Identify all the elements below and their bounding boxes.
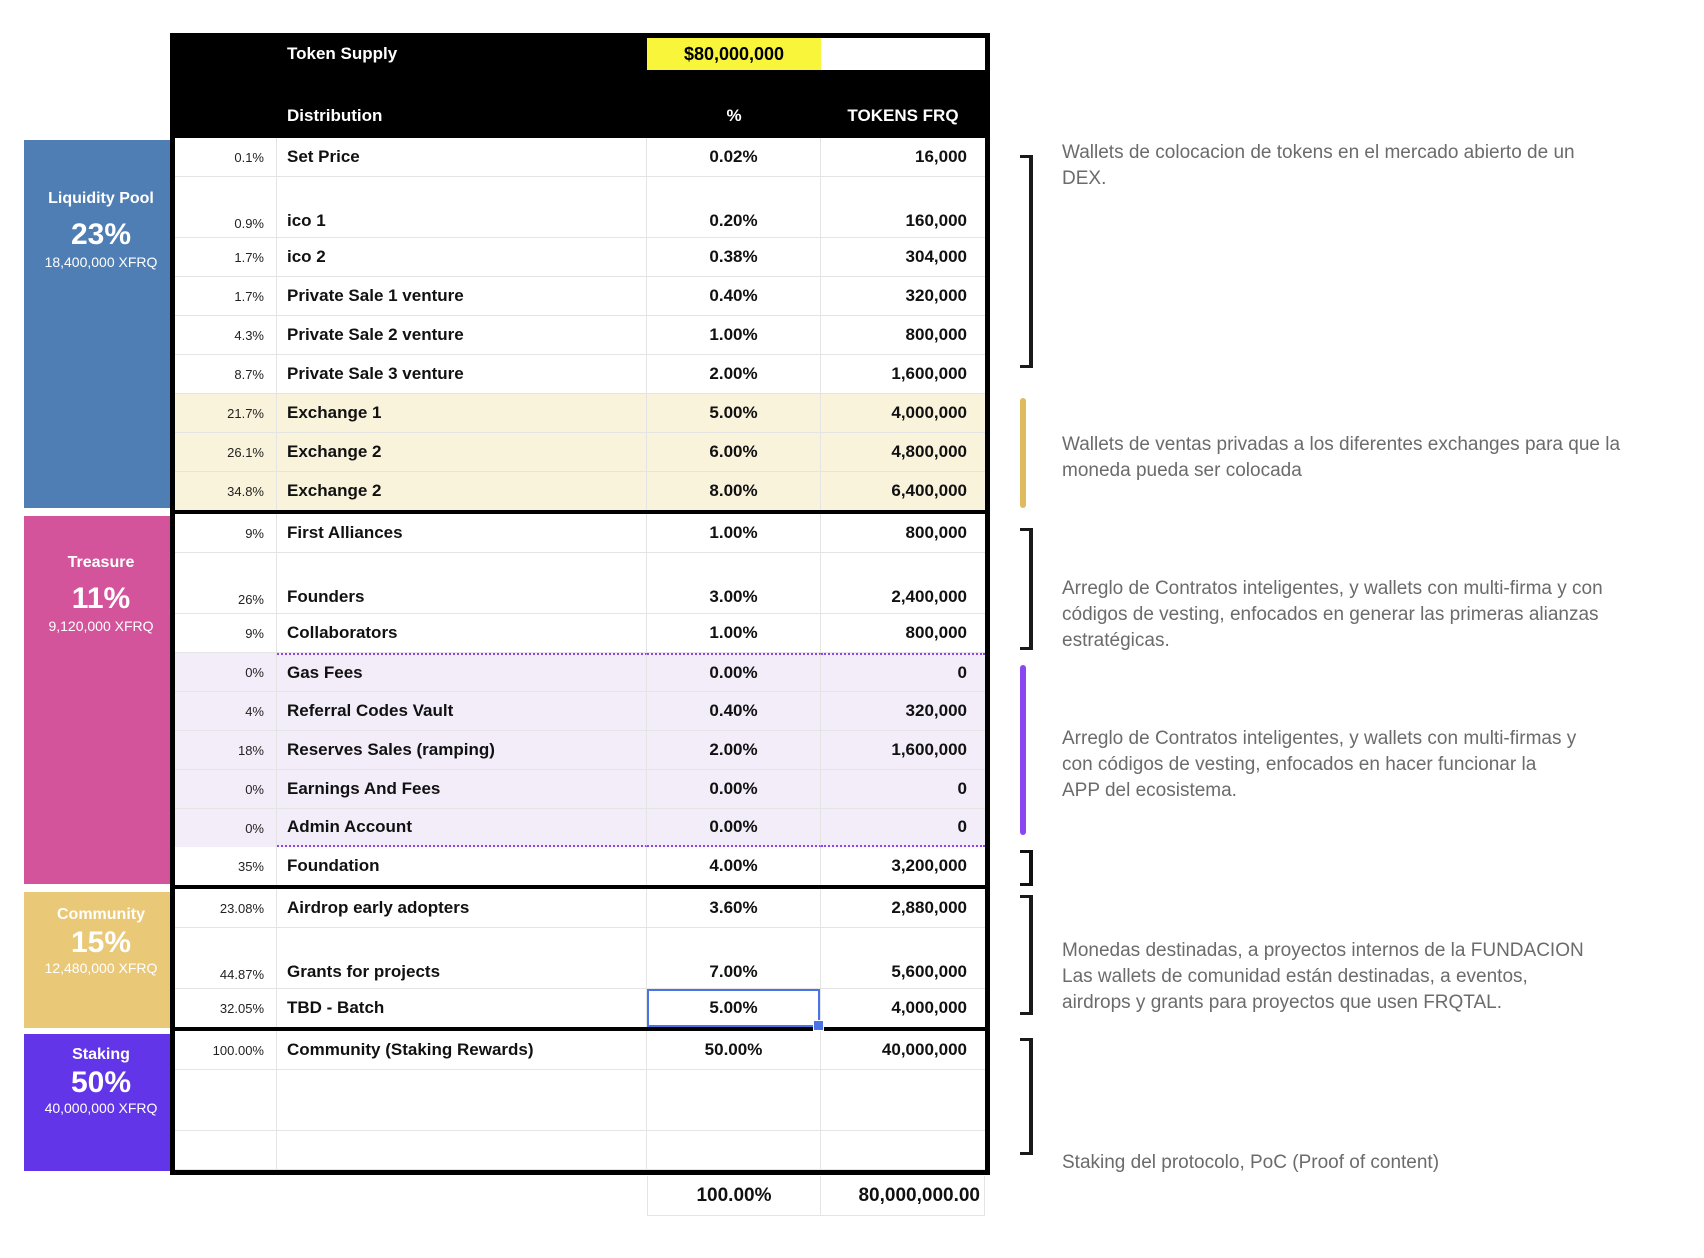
cell-alloc-percent[interactable]: 21.7%: [175, 394, 277, 432]
cell-alloc-percent[interactable]: 0.1%: [175, 138, 277, 176]
selected-cell[interactable]: 5.00%: [647, 989, 821, 1027]
table-row-first-alliances: [175, 514, 985, 553]
cell-tokens[interactable]: 800,000: [905, 623, 967, 642]
table-row-tbd-batch: [175, 989, 985, 1031]
header-alloc-cell[interactable]: [175, 126, 277, 138]
cell-percent[interactable]: [647, 1131, 821, 1169]
cell-alloc-percent[interactable]: 32.05%: [175, 989, 277, 1027]
cell-distribution[interactable]: Airdrop early adopters: [277, 889, 647, 927]
cell-alloc-percent[interactable]: 9%: [175, 514, 277, 552]
allocation-block-staking: [24, 1034, 178, 1171]
spreadsheet: [170, 33, 990, 1175]
cell-percent[interactable]: 0.00%: [647, 770, 821, 808]
totals-row: [175, 1176, 985, 1216]
cell-distribution[interactable]: ico 2: [277, 238, 647, 276]
cell-percent[interactable]: 0.40%: [647, 277, 821, 315]
cell-alloc-percent[interactable]: 8.7%: [175, 355, 277, 393]
cell-distribution[interactable]: Exchange 2: [277, 433, 647, 471]
cell-distribution[interactable]: Gas Fees: [277, 653, 647, 691]
table-row-reserves-sales-ramping-: [175, 731, 985, 770]
annotation-0: [1062, 140, 1607, 192]
cell-percent[interactable]: 0.20%: [647, 177, 821, 237]
cell-alloc-percent[interactable]: 44.87%: [175, 928, 277, 988]
bracket-0: [1020, 155, 1033, 368]
block-tokens: 40,000,000 XFRQ: [44, 1100, 158, 1116]
table-row-referral-codes-vault: [175, 692, 985, 731]
cell-tokens[interactable]: 0: [957, 779, 967, 798]
block-percent: 11%: [71, 582, 131, 615]
cell-percent[interactable]: 0.00%: [647, 809, 821, 847]
cell-percent[interactable]: 2.00%: [647, 355, 821, 393]
cell-percent[interactable]: 50.00%: [647, 1031, 821, 1069]
cell-distribution[interactable]: Private Sale 3 venture: [277, 355, 647, 393]
cell-tokens[interactable]: 4,000,000: [891, 403, 967, 422]
cell-tokens[interactable]: 1,600,000: [891, 740, 967, 759]
cell-distribution[interactable]: [277, 1070, 647, 1130]
cell-tokens[interactable]: 2,400,000: [891, 587, 967, 606]
table-row-community-staking-rewards-: [175, 1031, 985, 1070]
cell-percent[interactable]: 2.00%: [647, 731, 821, 769]
annotation-4: [1062, 938, 1597, 1016]
cell-tokens[interactable]: 320,000: [905, 701, 967, 720]
annotations: [1020, 0, 1704, 1258]
table-row-set-price: [175, 138, 985, 177]
table-row-exchange-2: [175, 433, 985, 472]
annotation-paragraph: Las wallets de comunidad están destinadas, a eventos, airdrops y grants para proyectos que usen FRQTAL.: [1062, 966, 1528, 1013]
bracket-4: [1020, 895, 1033, 1015]
allocation-block-treasure: [24, 516, 178, 884]
cell-distribution[interactable]: Founders: [277, 553, 647, 613]
table-row-ico-2: [175, 238, 985, 277]
cell-alloc-percent[interactable]: 1.7%: [175, 238, 277, 276]
bracket-5: [1020, 1038, 1033, 1155]
cell-alloc-percent[interactable]: 26.1%: [175, 433, 277, 471]
table-row-private-sale-2-venture: [175, 316, 985, 355]
bracket-3: [1020, 665, 1026, 835]
column-header-row: [175, 70, 985, 138]
cell-distribution[interactable]: ico 1: [277, 177, 647, 237]
total-percent-cell[interactable]: 100.00%: [647, 1176, 821, 1216]
cell-percent[interactable]: 6.00%: [647, 433, 821, 471]
cell-percent[interactable]: 7.00%: [647, 928, 821, 988]
cell-percent[interactable]: 8.00%: [647, 472, 821, 510]
table-row-collaborators: [175, 614, 985, 653]
cell-tokens[interactable]: 0: [821, 653, 985, 691]
cell-tokens[interactable]: 304,000: [905, 247, 967, 266]
table-row-foundation: [175, 847, 985, 889]
cell-alloc-percent[interactable]: 4.3%: [175, 316, 277, 354]
cell-distribution[interactable]: [277, 1131, 647, 1169]
block-title: Liquidity Pool: [48, 190, 154, 207]
cell-tokens[interactable]: 800,000: [905, 325, 967, 344]
annotation-paragraph: Wallets de ventas privadas a los diferentes exchanges para que la moneda pueda ser colocada: [1062, 434, 1621, 481]
cell-percent[interactable]: 0.00%: [647, 653, 821, 691]
cell-percent[interactable]: 0.38%: [647, 238, 821, 276]
annotation-1: [1062, 432, 1627, 484]
cell-tokens[interactable]: 320,000: [905, 286, 967, 305]
cell-distribution[interactable]: Private Sale 1 venture: [277, 277, 647, 315]
cell-alloc-percent[interactable]: 26%: [175, 553, 277, 613]
block-percent: 23%: [70, 218, 132, 251]
cell-tokens[interactable]: [821, 1131, 985, 1169]
cell-distribution[interactable]: Foundation: [277, 847, 647, 885]
cell-distribution[interactable]: Collaborators: [277, 614, 647, 652]
block-percent: 50%: [70, 1066, 132, 1099]
cell-distribution[interactable]: TBD - Batch: [277, 989, 647, 1027]
cell-percent[interactable]: 3.60%: [647, 889, 821, 927]
cell-distribution[interactable]: Community (Staking Rewards): [277, 1031, 647, 1069]
cell-tokens[interactable]: 0: [821, 809, 985, 847]
token-supply-label: Token Supply: [287, 44, 398, 63]
annotation-paragraph: Wallets de colocacion de tokens en el mercado abierto de un DEX.: [1062, 142, 1575, 189]
cell-tokens[interactable]: 1,600,000: [891, 364, 967, 383]
cell-alloc-percent[interactable]: 0%: [175, 809, 277, 847]
cell-alloc-percent[interactable]: 0.9%: [175, 177, 277, 237]
table-row-gas-fees: [175, 653, 985, 692]
cell-percent[interactable]: 0.40%: [647, 692, 821, 730]
cell-alloc-percent[interactable]: [175, 1131, 277, 1169]
table-row-ico-1: [175, 177, 985, 238]
annotation-paragraph: Arreglo de Contratos inteligentes, y wallets con multi-firma y con códigos de vesting, enfocados en generar las primeras alianzas estratégicas.: [1062, 578, 1603, 651]
cell-tokens[interactable]: 5,600,000: [891, 962, 967, 981]
cell-distribution[interactable]: Grants for projects: [277, 928, 647, 988]
header-distribution-cell[interactable]: Distribution: [287, 106, 383, 125]
cell-tokens[interactable]: 6,400,000: [891, 481, 967, 500]
header-percent-cell[interactable]: %: [726, 106, 742, 125]
cell-alloc-percent[interactable]: 4%: [175, 692, 277, 730]
block-tokens: 9,120,000 XFRQ: [48, 618, 154, 634]
cell-percent[interactable]: 1.00%: [647, 614, 821, 652]
table-row-private-sale-1-venture: [175, 277, 985, 316]
annotation-paragraph: Monedas destinadas, a proyectos internos de la FUNDACION: [1062, 940, 1584, 961]
table-row-empty: [175, 1131, 985, 1170]
allocation-block-community: [24, 892, 178, 1028]
cell-percent[interactable]: 1.00%: [647, 316, 821, 354]
token-supply-empty-cell[interactable]: [821, 38, 985, 70]
cell-tokens[interactable]: 16,000: [915, 147, 967, 166]
table-row-admin-account: [175, 809, 985, 847]
cell-alloc-percent[interactable]: 9%: [175, 614, 277, 652]
table-row-founders: [175, 553, 985, 614]
cell-percent[interactable]: 1.00%: [647, 514, 821, 552]
cell-distribution[interactable]: Private Sale 2 venture: [277, 316, 647, 354]
table-row-exchange-1: [175, 394, 985, 433]
block-title: Treasure: [67, 554, 135, 571]
sheet-body: [175, 138, 985, 1170]
cell-percent[interactable]: 3.00%: [647, 553, 821, 613]
annotation-paragraph: Staking del protocolo, PoC (Proof of content): [1062, 1152, 1440, 1173]
cell-tokens[interactable]: 800,000: [905, 523, 967, 542]
cell-tokens[interactable]: 4,800,000: [891, 442, 967, 461]
cell-alloc-percent[interactable]: 1.7%: [175, 277, 277, 315]
cell-alloc-percent[interactable]: 0%: [175, 770, 277, 808]
cell-alloc-percent[interactable]: 35%: [175, 847, 277, 885]
cell-distribution[interactable]: Reserves Sales (ramping): [277, 731, 647, 769]
cell-percent[interactable]: 4.00%: [647, 847, 821, 885]
cell-percent[interactable]: [647, 1070, 821, 1130]
cell-percent[interactable]: 0.02%: [647, 138, 821, 176]
cell-distribution[interactable]: Exchange 1: [277, 394, 647, 432]
cell-tokens[interactable]: 40,000,000: [881, 1040, 967, 1059]
cell-alloc-percent[interactable]: 100.00%: [175, 1031, 277, 1069]
total-tokens-cell[interactable]: 80,000,000.00: [821, 1176, 985, 1216]
table-row-grants-for-projects: [175, 928, 985, 989]
block-tokens: 12,480,000 XFRQ: [44, 960, 158, 976]
token-supply-label-cell[interactable]: [175, 38, 647, 70]
cell-distribution[interactable]: Set Price: [277, 138, 647, 176]
cell-tokens[interactable]: 2,880,000: [891, 898, 967, 917]
cell-alloc-percent[interactable]: 18%: [175, 731, 277, 769]
cell-distribution[interactable]: Admin Account: [277, 809, 647, 847]
block-title: Community: [57, 906, 145, 923]
cell-alloc-percent[interactable]: 23.08%: [175, 889, 277, 927]
cell-distribution[interactable]: Earnings And Fees: [277, 770, 647, 808]
bracket-2: [1020, 528, 1033, 650]
cell-percent[interactable]: 5.00%: [647, 394, 821, 432]
cell-tokens[interactable]: [821, 1070, 985, 1130]
cell-tokens[interactable]: 160,000: [905, 211, 967, 230]
cell-distribution[interactable]: Referral Codes Vault: [277, 692, 647, 730]
annotation-2: [1062, 576, 1607, 654]
header-tokens-cell[interactable]: TOKENS FRQ: [847, 106, 959, 125]
cell-distribution[interactable]: First Alliances: [277, 514, 647, 552]
allocation-block-liquidity-pool: [24, 140, 178, 508]
token-supply-value-cell[interactable]: $80,000,000: [647, 38, 821, 70]
block-title: Staking: [72, 1046, 130, 1063]
totals-spacer: [175, 1176, 647, 1216]
cell-tokens[interactable]: 4,000,000: [891, 998, 967, 1017]
cell-alloc-percent[interactable]: 0%: [175, 653, 277, 691]
token-supply-row: [175, 38, 985, 70]
table-row-exchange-2: [175, 472, 985, 514]
annotation-5: [1062, 1150, 1682, 1176]
table-row-earnings-and-fees: [175, 770, 985, 809]
bracket-foundation: [1020, 850, 1033, 886]
cell-tokens[interactable]: 3,200,000: [891, 856, 967, 875]
table-row-private-sale-3-venture: [175, 355, 985, 394]
annotation-paragraph: Arreglo de Contratos inteligentes, y wallets con multi-firmas y con códigos de vesting, enfocados en hacer funcionar la APP del ecosistema.: [1062, 728, 1577, 801]
cell-alloc-percent[interactable]: [175, 1070, 277, 1130]
cell-alloc-percent[interactable]: 34.8%: [175, 472, 277, 510]
block-tokens: 18,400,000 XFRQ: [44, 254, 158, 270]
annotation-3: [1062, 726, 1577, 804]
table-row-empty: [175, 1070, 985, 1131]
block-percent: 15%: [70, 926, 132, 959]
cell-distribution[interactable]: Exchange 2: [277, 472, 647, 510]
bracket-1: [1020, 398, 1026, 508]
table-row-airdrop-early-adopters: [175, 889, 985, 928]
